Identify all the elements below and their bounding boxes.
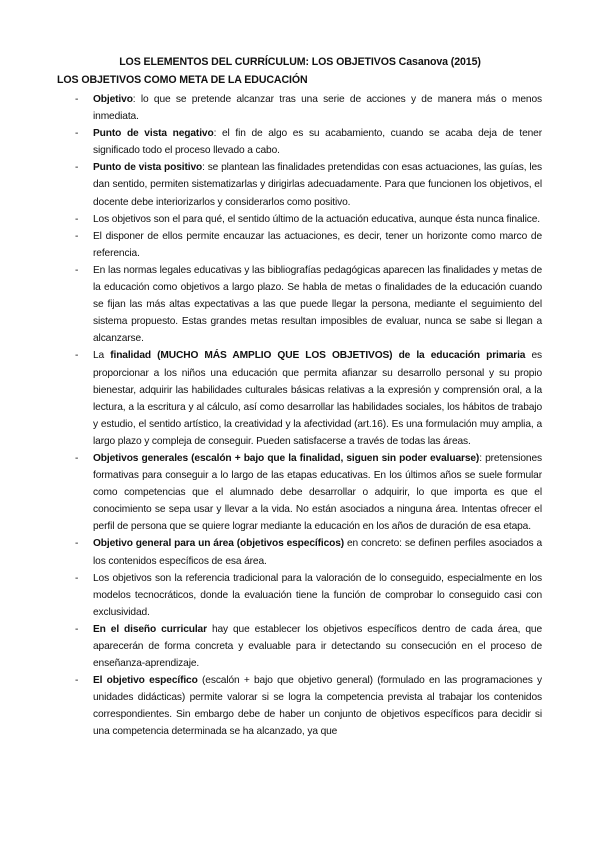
item-term: Punto de vista negativo bbox=[93, 128, 214, 140]
item-text: Los objetivos son la referencia tradicional para la valoración de lo conseguido, especialmente en los modelos tecnocráticos, donde la evaluación tiene la función de comprobar lo conseguido casi con exclusividad. bbox=[93, 572, 542, 618]
bullet-dash: - bbox=[75, 452, 79, 464]
bullet-dash: - bbox=[75, 162, 79, 174]
list-item bbox=[0, 262, 600, 347]
item-text: hay que establecer los objetivos específicos dentro de cada área, que aparecerán de forma concreta y evaluable para ir detectando su consecución en el proceso de enseñanza-aprendizaje. bbox=[93, 623, 543, 670]
item-term: Objetivo general para un área (objetivos específicos) bbox=[93, 538, 345, 550]
item-term: finalidad (MUCHO MÁS AMPLIO QUE LOS OBJETIVOS) de la educación primaria bbox=[110, 350, 526, 362]
list-item bbox=[0, 672, 600, 740]
bullet-dash: - bbox=[75, 94, 79, 105]
item-text: : lo que se pretende alcanzar tras una serie de acciones y de manera más o menos inmediata. bbox=[93, 94, 542, 123]
item-prefix: La bbox=[93, 350, 111, 362]
item-term: Objetivos generales (escalón + bajo que la finalidad, siguen sin poder evaluarse) bbox=[93, 452, 480, 464]
bullet-dash: - bbox=[75, 350, 79, 362]
item-text: (escalón + bajo que objetivo general) (formulado en las programaciones y unidades didácticas) permite valorar si se logra la competencia prevista al trabajar los contenidos correspondientes. Sin embargo debe de haber un conjunto de objetivos específicos para decidir si una competencia determinada se ha alcanzado, ya que bbox=[93, 675, 542, 738]
item-text: en concreto: se definen perfiles asociados a los contenidos específicos de esa área. bbox=[93, 538, 542, 567]
list-item bbox=[0, 91, 600, 125]
item-term: Punto de vista positivo bbox=[93, 162, 203, 174]
bullet-dash: - bbox=[75, 538, 79, 550]
item-term: En el diseño curricular bbox=[93, 623, 207, 635]
bullet-dash: - bbox=[75, 264, 79, 276]
item-text: : se plantean las finalidades pretendidas con esas actuaciones, las guías, les dan sentido, permiten sistematizarlas y dirigirlas adecuadamente. Para que funcionen los objetivos, el docente debe interiorizarlos y considerarlos como positivo. bbox=[93, 162, 542, 208]
item-text: es proporcionar a los niños una educación que permita afianzar su desarrollo personal y su propio bienestar, adquirir las habilidades culturales básicas relativas a la expresión y comprensión oral, a la lectura, a la escritura y al cálculo, así como desarrollar las habilidades sociales, los hábitos de trabajo y estudio, el sentido artístico, la creatividad y la afectividad (art.16). Es una formulación muy amplia, a largo plazo y compleja de conseguir. Pueden satisfacerse a través de todas las áreas. bbox=[93, 350, 542, 447]
item-text: El disponer de ellos permite encauzar las actuaciones, es decir, tener un horizonte como marco de referencia. bbox=[93, 230, 542, 259]
item-text: En las normas legales educativas y las bibliografías pedagógicas aparecen las finalidades y metas de la educación como objetivos a largo plazo. Se habla de metas o finalidades de la educación cuando se fijan las más altas expectativas a las que puede llegar la persona, mediante el seguimiento del sistema propuesto. Estas grandes metas resultan imposibles de evaluar, nunca se sabe si llegan a alcanzarse. bbox=[93, 264, 542, 345]
bullet-list bbox=[0, 91, 600, 741]
bullet-dash: - bbox=[75, 572, 79, 584]
list-item bbox=[0, 570, 600, 621]
list-item bbox=[0, 159, 600, 210]
bullet-dash: - bbox=[75, 230, 79, 242]
item-term: Objetivo bbox=[93, 94, 133, 105]
item-text: : el fin de algo es su acabamiento, cuando se acaba deja de tener significado todo el proceso llevado a cabo. bbox=[93, 128, 542, 157]
bullet-dash: - bbox=[75, 623, 79, 635]
list-item bbox=[0, 621, 600, 672]
item-term: El objetivo específico bbox=[93, 675, 198, 687]
bullet-dash: - bbox=[75, 128, 79, 140]
bullet-dash: - bbox=[75, 675, 79, 687]
bullet-dash: - bbox=[75, 213, 79, 225]
section-heading: LOS OBJETIVOS COMO META DE LA EDUCACIÓN bbox=[57, 74, 308, 86]
document-title: LOS ELEMENTOS DEL CURRÍCULUM: LOS OBJETIVOS Casanova (2015) bbox=[119, 56, 481, 68]
list-item bbox=[0, 211, 600, 228]
list-item bbox=[0, 347, 600, 450]
list-item bbox=[0, 450, 600, 535]
list-item bbox=[0, 228, 600, 262]
list-item bbox=[0, 125, 600, 159]
list-item bbox=[0, 535, 600, 569]
item-text: : pretensiones formativas para conseguir a lo largo de las etapas educativas. En los últimos años se suele formular como competencias que el alumnado debe desarrollar o adquirir, lo que importa es que el conocimiento se sepa usar y llevar a la vida. No están asociados a ninguna área. Intentas ofrecer el perfil de persona que se quiere lograr mediante la educación en los años de duración de esa etapa. bbox=[93, 452, 542, 533]
item-text: Los objetivos son el para qué, el sentido último de la actuación educativa, aunque ésta nunca finalice. bbox=[93, 213, 540, 225]
